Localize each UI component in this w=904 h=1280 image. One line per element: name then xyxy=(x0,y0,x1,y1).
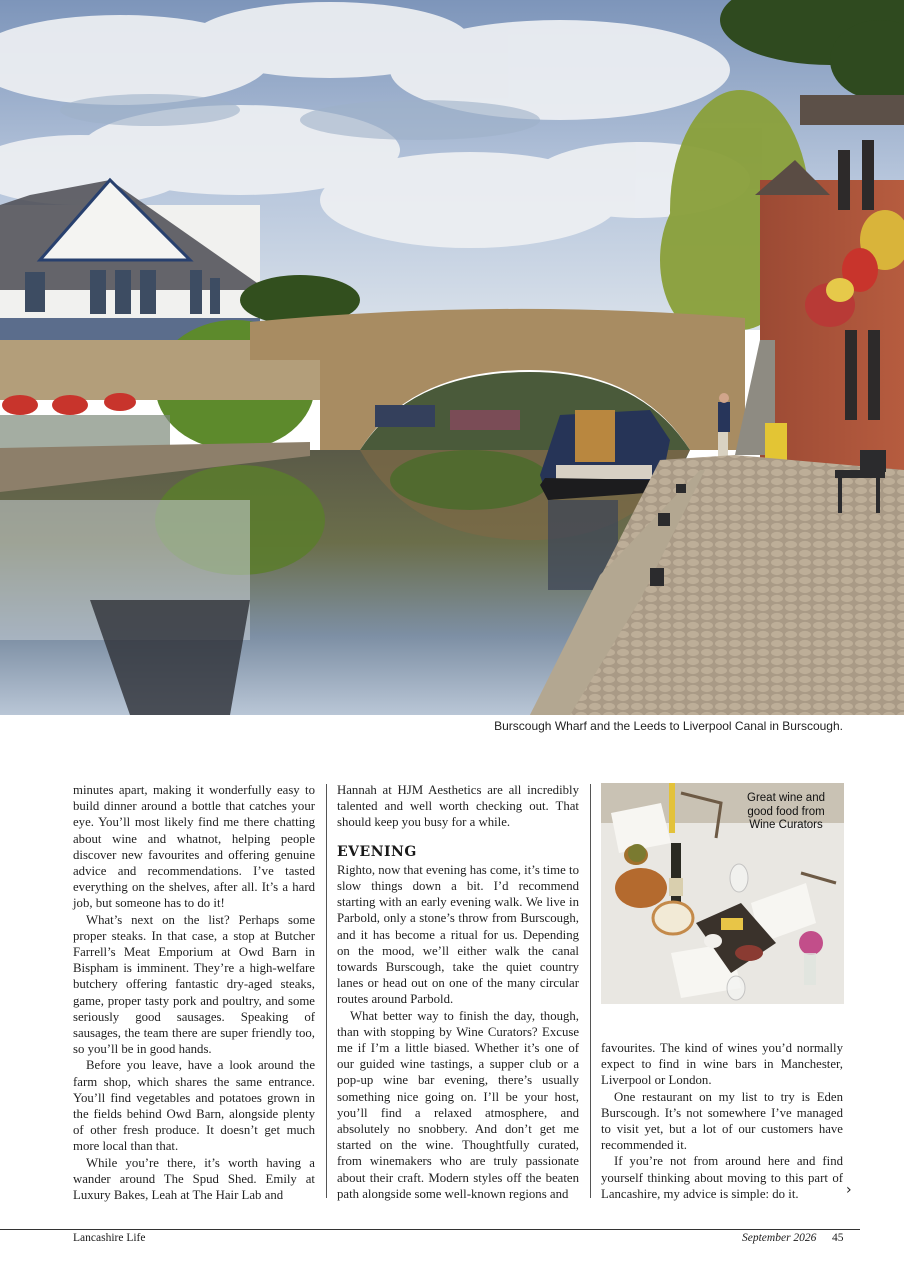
paragraph: favourites. The kind of wines you’d normally expect to find in wine bars in Manchester, Liverpool or London. xyxy=(601,1041,843,1088)
publication-name: Lancashire Life xyxy=(73,1232,146,1244)
issue-date: September 2026 xyxy=(742,1232,817,1244)
paragraph: While you’re there, it’s worth having a wander around The Spud Shed. Emily at Luxury Bakes, Leah at The Hair Lab and xyxy=(73,1155,315,1203)
continue-arrow-icon: › xyxy=(846,1182,852,1198)
footer-rule xyxy=(0,1229,860,1230)
paragraph: Righto, now that evening has come, it’s time to slow things down a bit. I’d recommend starting with an early evening walk. We live in Parbold, only a stone’s throw from Burscough, and it has become a ritual for us. Depending on the mood, we’ll either walk the canal towards Burscough, take the quiet country lanes or head out on one of the many circular routes around Parbold. xyxy=(337,862,579,1007)
article-column-1 xyxy=(73,782,315,1203)
inset-photo xyxy=(601,783,844,1004)
hero-caption: Burscough Wharf and the Leeds to Liverpool Canal in Burscough. xyxy=(494,719,843,733)
paragraph: Before you leave, have a look around the farm shop, which shares the same entrance. You’ll find vegetables and potatoes grown in the fields behind Owd Barn, alongside plenty of other fresh produce. It doesn’t get much more local than that. xyxy=(73,1058,315,1154)
paragraph: What better way to finish the day, though, than with stopping by Wine Curators? Excuse me if I’m a little biased. Whether it’s one of our guided wine tastings, a supper club or a pop-up wine bar evening, there’s usually something nice going on. I’ll be your host, you’ll find a relaxed atmosphere, and absolutely no snobbery. And don’t get me started on the wine. Thoughtfully curated, from winemakers who are truly passionate about their craft. Modern styles off the beaten path alongside some well-known regions and xyxy=(337,1008,579,1201)
paragraph: minutes apart, making it wonderfully easy to build dinner around a bottle that catches your eye. You’ll most likely find me there chatting about wine and whatnot, helping people discover new favourites and offering genuine advice and recommendations. I’ve tasted everything on the shelves, after all. It’s a hard job, but someone has to do it! xyxy=(73,783,315,911)
article-column-3 xyxy=(601,1040,843,1202)
paragraph: Hannah at HJM Aesthetics are all incredibly talented and well worth checking out. That should keep you busy for a while. xyxy=(337,783,579,830)
paragraph: If you’re not from around here and find yourself thinking about moving to this part of Lancashire, my advice is simple: do it. xyxy=(601,1154,843,1201)
section-heading: EVENING xyxy=(337,843,417,860)
inset-caption: Great wine and good food from Wine Curators xyxy=(747,792,825,831)
column-divider xyxy=(590,784,591,1198)
paragraph: One restaurant on my list to try is Eden Burscough. It’s not somewhere I’ve managed to visit yet, but a lot of our customers have recommended it. xyxy=(601,1089,843,1153)
paragraph: What’s next on the list? Perhaps some proper steaks. In that case, a stop at Butcher Farrell’s Meat Emporium at Owd Barn in Bispham is imminent. They’re a high-welfare butchery offering fantastic dry-aged steaks, game, proper tasty pork and poultry, and some seriously good sausages. Speaking of sausages, the team there are super friendly too, so you’ll be in good hands. xyxy=(73,912,315,1057)
article-column-2 xyxy=(337,782,579,1202)
page-number: 45 xyxy=(832,1232,844,1244)
column-divider xyxy=(326,784,327,1198)
